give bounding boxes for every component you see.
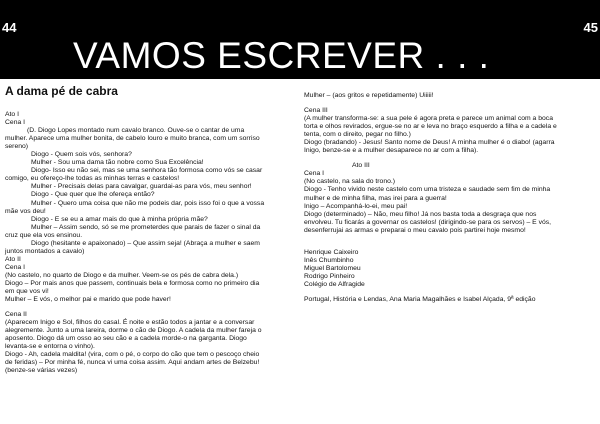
- text-line: Diogo - Quem sois vós, senhora?: [31, 151, 132, 159]
- text-line: Cena III: [304, 107, 328, 115]
- text-line: Mulher - Sou uma dama tão nobre como Sua Excelência!: [31, 159, 204, 167]
- page-number-right: 45: [583, 20, 598, 35]
- text-line: Henrique Caixeiro: [304, 248, 359, 256]
- text-line: Inigo, benze-se e a mulher desaparece no ar com a filha).: [304, 147, 479, 155]
- text-line: Ato III: [352, 162, 370, 170]
- text-line: mulher e de minha filha, mas irei para a guerra!: [304, 194, 447, 202]
- text-line: levanta-se e entorna o vinho).: [5, 343, 95, 351]
- text-line: mãe vos deu!: [5, 207, 46, 215]
- text-line: Mulher – (aos gritos e repetidamente) Uiiiii!: [304, 92, 434, 99]
- text-line: Mulher - Precisais delas para cavalgar, guardai-as para vós, meu senhor!: [31, 183, 252, 191]
- text-line: Inês Chumbinho: [304, 256, 354, 264]
- text-line: Mulher - Quero uma coisa que não me podeis dar, pois isso foi o que a vossa: [31, 199, 265, 207]
- text-line: Diogo - Que quer que lhe ofereça então?: [31, 191, 155, 199]
- text-line: Ato I: [5, 111, 19, 118]
- text-line: Diogo (bradando) - Jesus! Santo nome de Deus! A minha mulher é o diabo! (agarra: [304, 139, 555, 147]
- story-text-left-column: [5, 111, 300, 376]
- story-text-right-column: [304, 92, 595, 304]
- text-line: desenferrujai as armas e preparai o meu cavalo pois partirei hoje mesmo!: [304, 226, 526, 234]
- text-line: alegremente. Junto a uma lareira, dorme o cão de Diogo. A cadela da mulher fareja o: [5, 327, 262, 335]
- text-line: comigo, eu ofereço-lhe todas as minhas terras e castelos!: [5, 175, 180, 183]
- text-line: Mulher – Assim sendo, só se me prometerdes que parais de fazer o sinal da: [31, 223, 261, 231]
- text-line: (No castelo, no quarto de Diogo e da mulher. Veem-se os pés de cabra dela.): [5, 271, 239, 279]
- page-title: VAMOS ESCREVER . . .: [73, 34, 490, 76]
- text-line: mulher. Aparece uma mulher bonita, de cabelo louro e muito branca, com um sorriso: [5, 135, 260, 143]
- text-line: Diogo - Ah, cadela maldita! (vira, com o pé, o corpo do cão que tem o pescoço cheio: [5, 351, 260, 359]
- text-line: Colégio de Alfragide: [304, 280, 365, 288]
- text-line: Diogo (hesitante e apaixonado) – Que assim seja! (Abraça a mulher e saem: [31, 239, 260, 247]
- text-line: Cena II: [5, 311, 27, 319]
- text-line: (A mulher transforma-se: a sua pele é agora preta e parece um animal com a boca: [304, 115, 553, 123]
- text-line: cruz que ela vos ensinou.: [5, 231, 83, 239]
- text-line: Rodrigo Pinheiro: [304, 272, 355, 280]
- text-line: juntos montados a cavalo): [5, 247, 85, 255]
- text-line: de feridas) – Por minha fé, nunca vi uma coisa assim. Aqui andam artes de Belzebu!: [5, 359, 260, 367]
- text-line: (No castelo, na sala do trono.): [304, 178, 396, 186]
- text-line: sereno): [5, 143, 29, 151]
- text-line: Diogo- Isso eu não sei, mas se uma senhora tão formosa como vós se casar: [31, 167, 263, 175]
- text-line: envolveu. Tu ficarás a governar os castelos! (dirigindo-se para os servos) – E vós,: [304, 218, 552, 226]
- paragraph-gap: [304, 289, 595, 296]
- paragraph-gap: [5, 304, 300, 311]
- paragraph-gap: [304, 242, 595, 249]
- text-line: torta e olhos revirados, ergue-se no ar e leva no braço esquerdo a filha e a cadela e: [304, 123, 557, 131]
- text-line: Ato II: [5, 255, 21, 263]
- text-line: Portugal, História e Lendas, Ana Maria Magalhães e Isabel Alçada, 9ª edição: [304, 295, 536, 303]
- text-line: Diogo - E se eu a amar mais do que à minha própria mãe?: [31, 215, 208, 223]
- text-line: Cena I: [5, 119, 26, 127]
- text-line: Diogo (determinado) – Não, meu filho! Já nos basta toda a desgraça que nos: [304, 210, 537, 218]
- text-line: Miguel Bartolomeu: [304, 264, 361, 272]
- text-line: Cena I: [304, 170, 325, 178]
- text-line: Diogo – Por mais anos que passem, continuais bela e formosa como no primeiro dia: [5, 279, 260, 287]
- text-line: Mulher – E vós, o melhor pai e marido que pode haver!: [5, 296, 171, 304]
- page-number-left: 44: [2, 20, 17, 35]
- text-line: em que vos vi!: [5, 288, 49, 296]
- text-line: (D. Diogo Lopes montado num cavalo branco. Ouve-se o cantar de uma: [27, 127, 245, 135]
- text-line: Inigo – Acompanhá-lo-ei, meu pai!: [304, 202, 408, 210]
- paragraph-gap: [304, 155, 595, 162]
- paragraph-gap: [304, 235, 595, 242]
- paragraph-gap: [304, 100, 595, 107]
- story-title: A dama pé de cabra: [5, 84, 118, 98]
- text-line: Diogo - Tenho vivido neste castelo com uma tristeza e saudade sem fim de minha: [304, 186, 551, 194]
- text-line: tenta, com o direito, pegar no filho.): [304, 131, 411, 139]
- text-line: Cena I: [5, 263, 26, 271]
- text-line: (Aparecem Inigo e Sol, filhos do casal. É noite e estão todos a jantar e a conversar: [5, 319, 255, 327]
- text-line: aposento. Diogo dá um osso ao seu cão e a cadela morde-o na garganta. Diogo: [5, 335, 247, 343]
- header-banner: [0, 0, 600, 79]
- text-line: (benze-se várias vezes): [5, 367, 78, 375]
